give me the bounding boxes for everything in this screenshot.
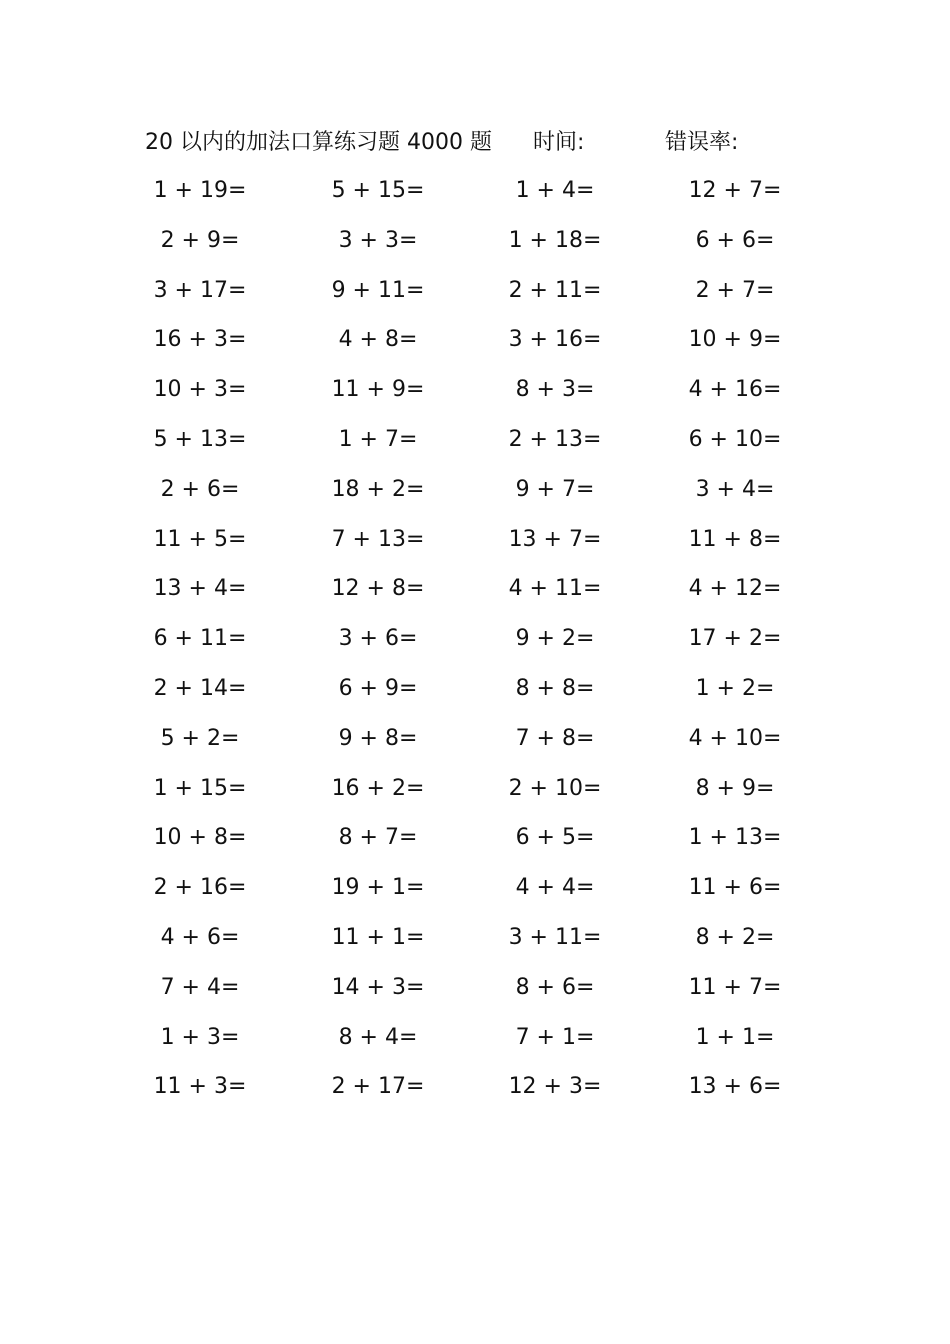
problem-row	[140, 564, 820, 614]
problem-row	[140, 863, 820, 913]
problem-item: 5 + 13=	[153, 426, 247, 452]
problem-item: 2 + 10=	[508, 775, 602, 801]
problem-item: 1 + 18=	[508, 227, 602, 253]
problem-item: 9 + 7=	[515, 476, 595, 502]
problem-item: 1 + 4=	[515, 178, 595, 203]
problem-item: 4 + 6=	[160, 924, 240, 950]
problem-row	[140, 1062, 820, 1112]
problem-item: 3 + 16=	[508, 327, 602, 353]
problem-item: 5 + 15=	[331, 178, 425, 203]
problem-item: 11 + 6=	[688, 875, 782, 901]
problem-item: 18 + 2=	[331, 476, 425, 502]
problem-item: 7 + 13=	[331, 526, 425, 552]
problem-item: 7 + 1=	[515, 1024, 595, 1050]
problem-item: 3 + 3=	[338, 227, 418, 253]
problem-item: 2 + 13=	[508, 426, 602, 452]
problem-item: 13 + 6=	[688, 1074, 782, 1100]
problem-item: 4 + 12=	[688, 576, 782, 602]
problem-item: 13 + 7=	[508, 526, 602, 552]
problem-item: 8 + 7=	[338, 825, 418, 851]
problem-item: 2 + 16=	[153, 875, 247, 901]
problem-item: 8 + 2=	[695, 924, 775, 950]
problem-item: 9 + 2=	[515, 626, 595, 652]
problem-item: 1 + 13=	[688, 825, 782, 851]
problem-item: 3 + 4=	[695, 476, 775, 502]
problem-row	[140, 315, 820, 365]
problem-item: 19 + 1=	[331, 875, 425, 901]
problem-item: 2 + 14=	[153, 675, 247, 701]
problem-row	[140, 614, 820, 664]
problem-item: 8 + 8=	[515, 675, 595, 701]
problem-item: 16 + 2=	[331, 775, 425, 801]
problem-item: 12 + 3=	[508, 1074, 602, 1100]
problem-item: 9 + 8=	[338, 725, 418, 751]
problem-item: 5 + 2=	[160, 725, 240, 751]
problem-item: 11 + 9=	[331, 377, 425, 403]
problem-item: 2 + 11=	[508, 277, 602, 303]
problem-item: 12 + 7=	[688, 178, 782, 203]
problem-row	[140, 515, 820, 565]
problem-item: 7 + 8=	[515, 725, 595, 751]
problem-item: 11 + 1=	[331, 924, 425, 950]
problem-item: 2 + 7=	[695, 277, 775, 303]
problem-item: 16 + 3=	[153, 327, 247, 353]
problem-row	[140, 813, 820, 863]
problem-item: 1 + 19=	[153, 178, 247, 203]
problem-item: 4 + 16=	[688, 377, 782, 403]
problem-item: 2 + 6=	[160, 476, 240, 502]
problem-item: 11 + 3=	[153, 1074, 247, 1100]
problem-item: 1 + 15=	[153, 775, 247, 801]
problem-item: 4 + 11=	[508, 576, 602, 602]
problem-item: 8 + 4=	[338, 1024, 418, 1050]
problem-item: 6 + 6=	[695, 227, 775, 253]
problem-item: 3 + 17=	[153, 277, 247, 303]
problem-item: 8 + 9=	[695, 775, 775, 801]
worksheet-title: 20 以内的加法口算练习题 4000 题	[145, 130, 492, 155]
problem-item: 8 + 3=	[515, 377, 595, 403]
problem-grid	[140, 166, 820, 1112]
problem-item: 12 + 8=	[331, 576, 425, 602]
problem-item: 11 + 7=	[688, 974, 782, 1000]
problem-row	[140, 764, 820, 814]
problem-item: 6 + 9=	[338, 675, 418, 701]
problem-item: 3 + 6=	[338, 626, 418, 652]
problem-item: 2 + 9=	[160, 227, 240, 253]
problem-item: 6 + 10=	[688, 426, 782, 452]
problem-item: 10 + 8=	[153, 825, 247, 851]
problem-row	[140, 365, 820, 415]
problem-item: 4 + 4=	[515, 875, 595, 901]
time-label: 时间:	[533, 130, 585, 155]
problem-item: 4 + 10=	[688, 725, 782, 751]
worksheet-header	[145, 126, 845, 160]
problem-item: 2 + 17=	[331, 1074, 425, 1100]
problem-row	[140, 714, 820, 764]
problem-row	[140, 465, 820, 515]
problem-item: 10 + 9=	[688, 327, 782, 353]
problem-item: 1 + 7=	[338, 426, 418, 452]
problem-item: 1 + 3=	[160, 1024, 240, 1050]
problem-row	[140, 166, 820, 216]
problem-item: 1 + 2=	[695, 675, 775, 701]
problem-item: 9 + 11=	[331, 277, 425, 303]
problem-item: 11 + 5=	[153, 526, 247, 552]
problem-item: 6 + 5=	[515, 825, 595, 851]
problem-item: 3 + 11=	[508, 924, 602, 950]
problem-item: 4 + 8=	[338, 327, 418, 353]
problem-item: 8 + 6=	[515, 974, 595, 1000]
problem-row	[140, 216, 820, 266]
problem-row	[140, 266, 820, 316]
problem-item: 1 + 1=	[695, 1024, 775, 1050]
problem-item: 13 + 4=	[153, 576, 247, 602]
problem-item: 6 + 11=	[153, 626, 247, 652]
problem-row	[140, 1013, 820, 1063]
problem-row	[140, 963, 820, 1013]
error-rate-label: 错误率:	[665, 130, 739, 155]
problem-item: 7 + 4=	[160, 974, 240, 1000]
problem-item: 11 + 8=	[688, 526, 782, 552]
problem-row	[140, 664, 820, 714]
problem-item: 10 + 3=	[153, 377, 247, 403]
problem-row	[140, 913, 820, 963]
problem-item: 14 + 3=	[331, 974, 425, 1000]
problem-item: 17 + 2=	[688, 626, 782, 652]
problem-row	[140, 415, 820, 465]
